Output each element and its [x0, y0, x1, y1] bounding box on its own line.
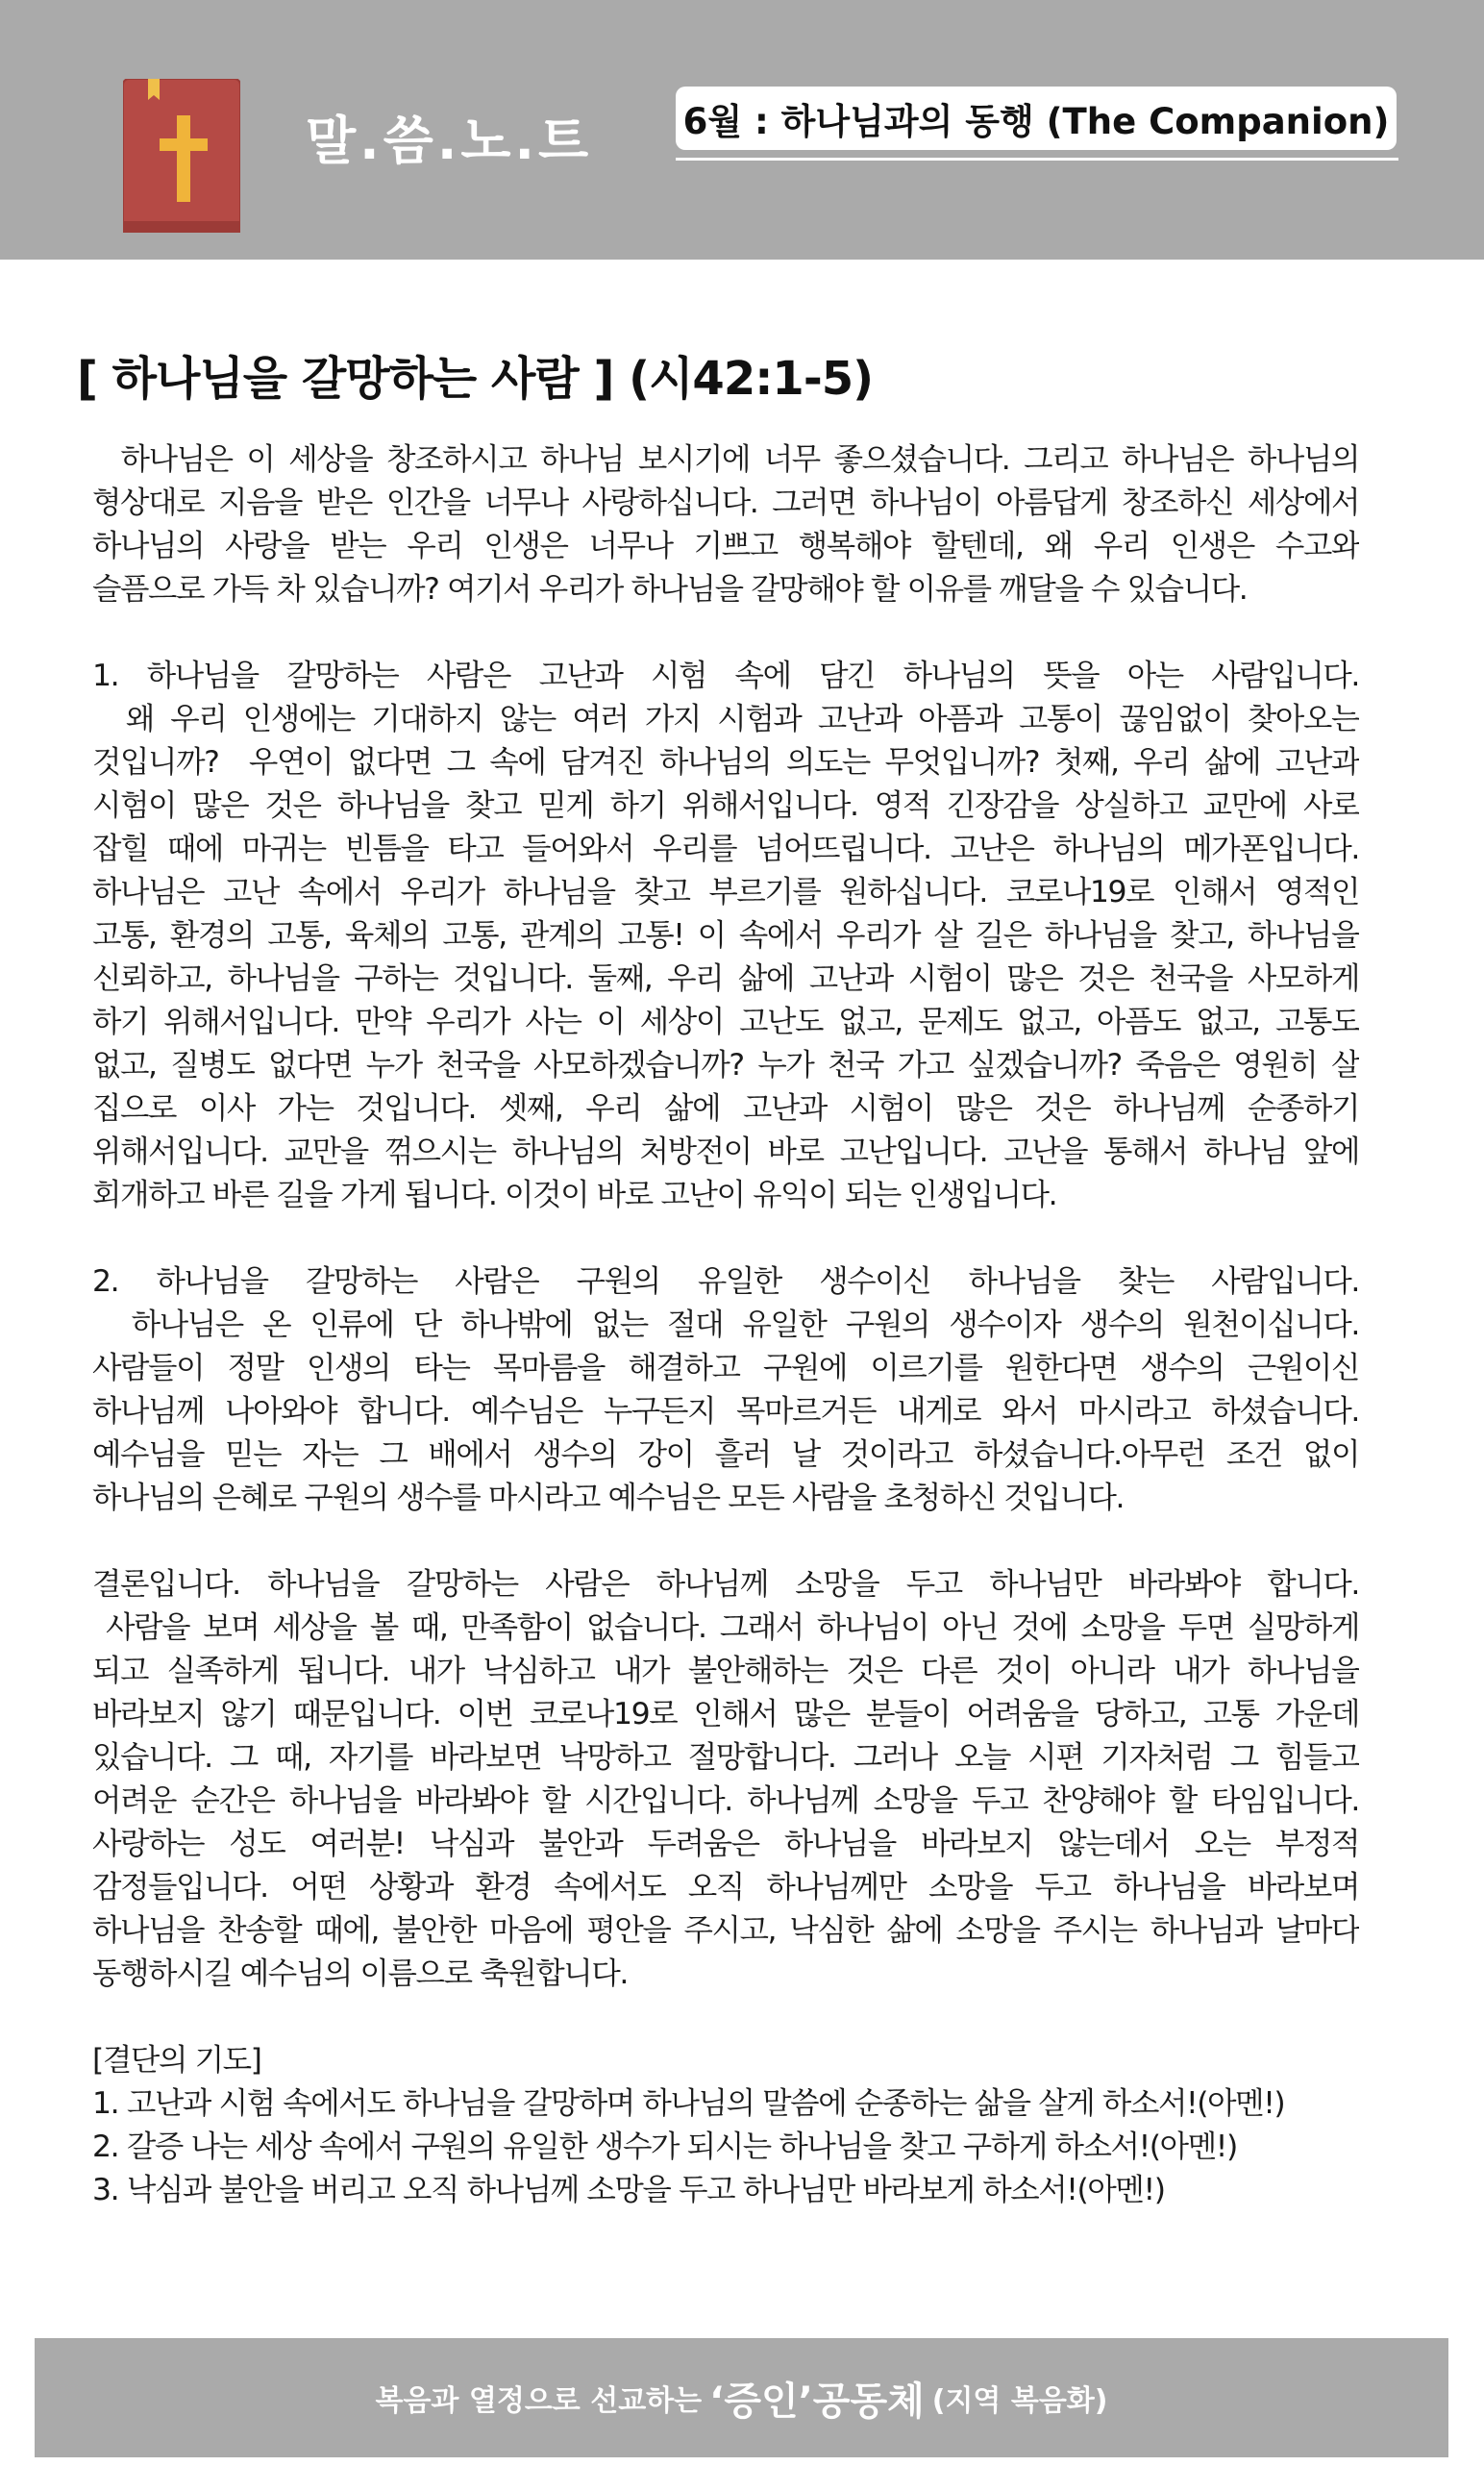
text-line: 하나님은 이 세상을 창조하시고 하나님 보시기에 너무 좋으셨습니다. 그리고 하나님은 하나님의	[92, 442, 1359, 477]
month-title: 6월 : 하나님과의 동행 (The Companion)	[682, 101, 1390, 142]
divider	[676, 158, 1398, 161]
paragraph-gap	[92, 1520, 1359, 1563]
text-line: 없고, 질병도 없다면 누가 천국을 사모하겠습니까? 누가 천국 가고 싶겠습니까? 죽음은 영원히 살	[92, 1048, 1359, 1083]
text-line: 어려운 순간은 하나님을 바라봐야 할 시간입니다. 하나님께 소망을 두고 찬양해야 할 타임입니다.	[92, 1783, 1359, 1818]
text-line: [결단의 기도]	[92, 2043, 261, 2078]
text-line: 하나님께 나아와야 합니다. 예수님은 누구든지 목마르거든 내게로 와서 마시라고 하셨습니다.	[92, 1394, 1359, 1429]
paragraph-gap	[92, 611, 1359, 655]
month-title-box	[676, 87, 1397, 150]
brand-title: 말.씀.노.트	[306, 111, 593, 171]
text-line: 집으로 이사 가는 것입니다. 셋째, 우리 삶에 고난과 시험이 많은 것은 하나님께 순종하기	[92, 1091, 1359, 1126]
sermon-title-main: [ 하나님을 갈망하는 사람 ]	[77, 352, 614, 406]
text-line: 2. 갈증 나는 세상 속에서 구원의 유일한 생수가 되시는 하나님을 찾고 구하게 하소서!(아멘!)	[92, 2130, 1237, 2164]
text-line: 신뢰하고, 하나님을 구하는 것입니다. 둘째, 우리 삶에 고난과 시험이 많은 것은 천국을 사모하게	[92, 961, 1359, 996]
text-line: 고통, 환경의 고통, 육체의 고통, 관계의 고통! 이 속에서 우리가 살 길은 하나님을 찾고, 하나님을	[92, 918, 1359, 953]
text-line: 바라보지 않기 때문입니다. 이번 코로나19로 인해서 많은 분들이 어려움을 당하고, 고통 가운데	[92, 1697, 1359, 1731]
text-line: 왜 우리 인생에는 기대하지 않는 여러 가지 시험과 고난과 아픔과 고통이 끊임없이 찾아오는	[92, 702, 1359, 736]
text-line: 사랑하는 성도 여러분! 낙심과 불안과 두려움은 하나님을 바라보지 않는데서 오는 부정적	[92, 1827, 1359, 1861]
footer-banner	[35, 2338, 1448, 2457]
bible-cross-icon	[123, 79, 240, 233]
text-line: 결론입니다. 하나님을 갈망하는 사람은 하나님께 소망을 두고 하나님만 바라봐야 합니다.	[92, 1567, 1359, 1602]
text-line: 하나님의 은혜로 구원의 생수를 마시라고 예수님은 모든 사람을 초청하신 것입니다.	[92, 1481, 1125, 1515]
text-line: 하나님의 사랑을 받는 우리 인생은 너무나 기쁘고 행복해야 할텐데, 왜 우리 인생은 수고와	[92, 529, 1359, 563]
paragraph-gap	[92, 1217, 1359, 1260]
header-banner	[0, 0, 1484, 260]
footer-region: (지역 복음화)	[931, 2384, 1108, 2418]
text-line: 1. 하나님을 갈망하는 사람은 고난과 시험 속에 담긴 하나님의 뜻을 아는 사람입니다.	[92, 659, 1359, 693]
text-line: 예수님을 믿는 자는 그 배에서 생수의 강이 흘러 날 것이라고 하셨습니다.아무런 조건 없이	[92, 1437, 1359, 1472]
text-line: 위해서입니다. 교만을 꺾으시는 하나님의 처방전이 바로 고난입니다. 고난을 통해서 하나님 앞에	[92, 1134, 1359, 1169]
text-line: 형상대로 지음을 받은 인간을 너무나 사랑하십니다. 그러면 하나님이 아름답게 창조하신 세상에서	[92, 486, 1359, 520]
text-line: 2. 하나님을 갈망하는 사람은 구원의 유일한 생수이신 하나님을 찾는 사람입니다.	[92, 1264, 1359, 1299]
text-line: 동행하시길 예수님의 이름으로 축원합니다.	[92, 1956, 628, 1991]
paragraph-gap	[92, 1996, 1359, 2039]
text-line: 시험이 많은 것은 하나님을 찾고 믿게 하기 위해서입니다. 영적 긴장감을 상실하고 교만에 사로	[92, 788, 1359, 823]
text-line: 하나님은 온 인류에 단 하나밖에 없는 절대 유일한 구원의 생수이자 생수의 원천이십니다.	[92, 1308, 1359, 1342]
sermon-body	[92, 438, 1359, 2212]
text-line: 잡힐 때에 마귀는 빈틈을 타고 들어와서 우리를 넘어뜨립니다. 고난은 하나님의 메가폰입니다.	[92, 832, 1359, 866]
text-line: 슬픔으로 가득 차 있습니까? 여기서 우리가 하나님을 갈망해야 할 이유를 깨달을 수 있습니다.	[92, 572, 1248, 607]
text-line: 사람을 보며 세상을 볼 때, 만족함이 없습니다. 그래서 하나님이 아닌 것에 소망을 두면 실망하게	[92, 1610, 1359, 1645]
text-line: 것입니까? 우연이 없다면 그 속에 담겨진 하나님의 의도는 무엇입니까? 첫째, 우리 삶에 고난과	[92, 745, 1359, 780]
footer-slogan: 복음과 열정으로 선교하는	[375, 2384, 703, 2418]
text-line: 있습니다. 그 때, 자기를 바라보면 낙망하고 절망합니다. 그러나 오늘 시편 기자처럼 그 힘들고	[92, 1740, 1359, 1775]
text-line: 하나님을 찬송할 때에, 불안한 마음에 평안을 주시고, 낙심한 삶에 소망을 주시는 하나님과 날마다	[92, 1913, 1359, 1948]
text-line: 되고 실족하게 됩니다. 내가 낙심하고 내가 불안해하는 것은 다른 것이 아니라 내가 하나님을	[92, 1654, 1359, 1688]
text-line: 하나님은 고난 속에서 우리가 하나님을 찾고 부르기를 원하십니다. 코로나19로 인해서 영적인	[92, 875, 1359, 909]
text-line: 3. 낙심과 불안을 버리고 오직 하나님께 소망을 두고 하나님만 바라보게 하소서!(아멘!)	[92, 2173, 1165, 2207]
text-line: 회개하고 바른 길을 가게 됩니다. 이것이 바로 고난이 유익이 되는 인생입니다.	[92, 1178, 1057, 1212]
text-line: 감정들입니다. 어떤 상황과 환경 속에서도 오직 하나님께만 소망을 두고 하나님을 바라보며	[92, 1870, 1359, 1905]
scripture-reference: (시42:1-5)	[629, 352, 874, 406]
sermon-title	[77, 341, 1422, 408]
text-line: 하기 위해서입니다. 만약 우리가 사는 이 세상이 고난도 없고, 문제도 없고, 아픔도 없고, 고통도	[92, 1005, 1359, 1039]
footer-community: ‘증인’공동체	[709, 2379, 925, 2424]
text-line: 사람들이 정말 인생의 타는 목마름을 해결하고 구원에 이르기를 원한다면 생수의 근원이신	[92, 1351, 1359, 1385]
text-line: 1. 고난과 시험 속에서도 하나님을 갈망하며 하나님의 말씀에 순종하는 삶을 살게 하소서!(아멘!)	[92, 2086, 1285, 2121]
